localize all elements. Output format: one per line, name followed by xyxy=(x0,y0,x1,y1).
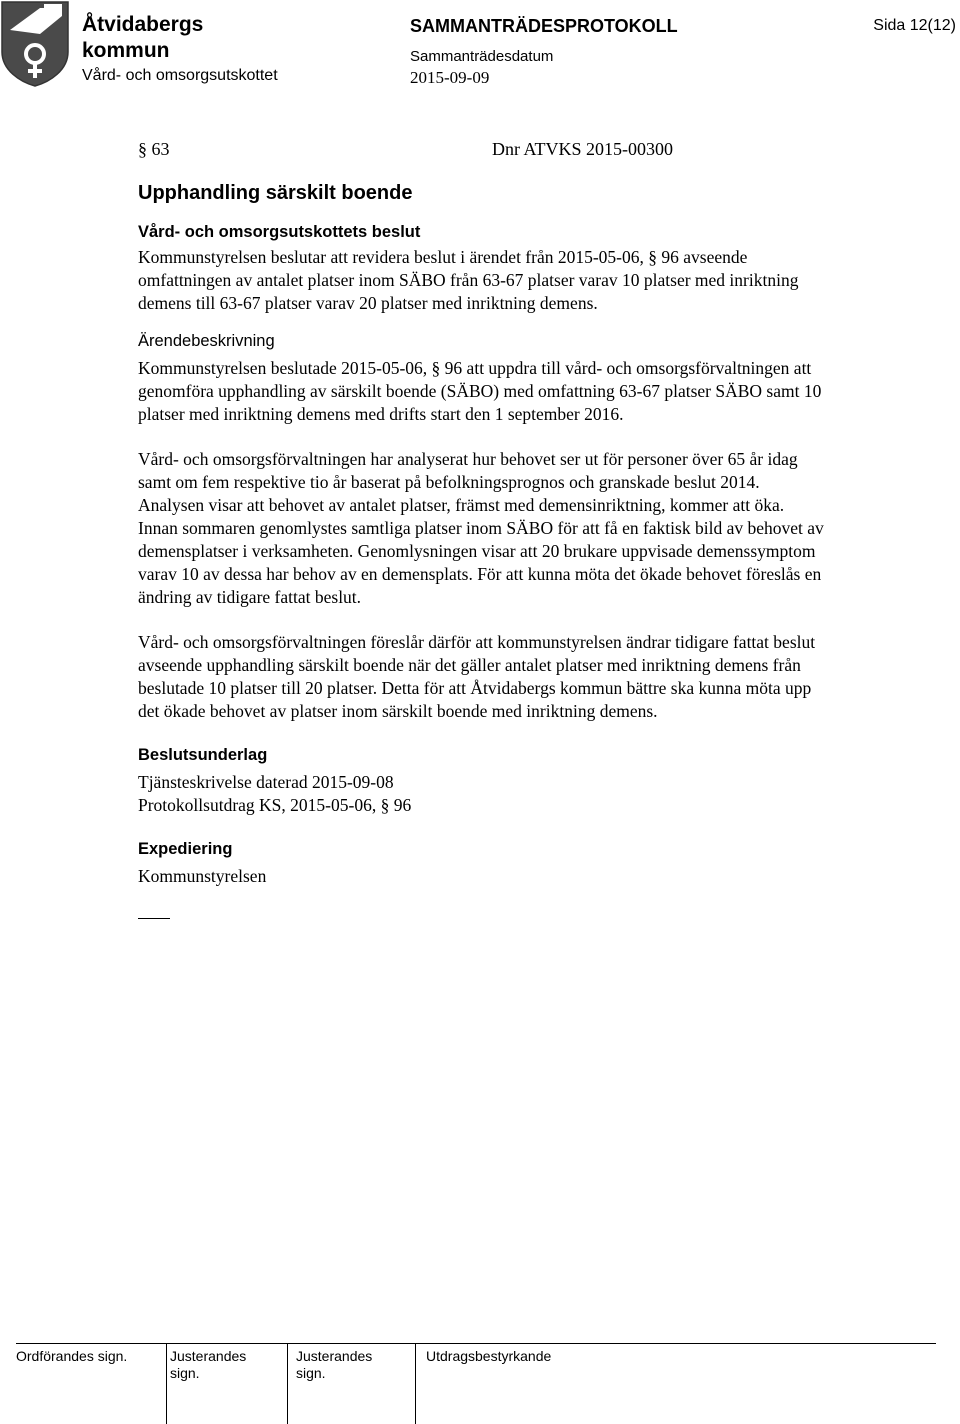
document-body xyxy=(138,136,828,919)
dnr-reference: Dnr ATVKS 2015-00300 xyxy=(492,139,674,159)
section-header xyxy=(138,136,828,162)
certification-cell xyxy=(416,1344,716,1424)
document-title: SAMMANTRÄDESPROTOKOLL xyxy=(410,16,678,36)
committee-name: Vård- och omsorgsutskottet xyxy=(82,67,278,84)
basis-item-2: Protokollsutdrag KS, 2015-05-06, § 96 xyxy=(138,795,412,815)
meeting-date-label: Sammanträdesdatum xyxy=(410,48,554,65)
org-name-line1: Åtvidabergs xyxy=(82,13,204,36)
dispatch-item-1: Kommunstyrelsen xyxy=(138,866,267,886)
dispatch-heading: Expediering xyxy=(138,840,233,858)
coat-of-arms-icon xyxy=(0,0,70,88)
section-number: § 63 xyxy=(138,139,170,159)
decision-heading: Vård- och omsorgsutskottets beslut xyxy=(138,223,421,241)
description-heading: Ärendebeskrivning xyxy=(138,332,275,350)
end-divider xyxy=(138,918,170,919)
chair-signature-cell xyxy=(16,1344,167,1424)
page-number: Sida 12(12) xyxy=(873,17,956,34)
signature-table xyxy=(16,1343,936,1424)
adjuster-signature-label: Justerandes xyxy=(170,1348,247,1364)
description-paragraph-3: Vård- och omsorgsförvaltningen föreslår därför att kommunstyrelsen ändrar tidigare fattat beslut avseende upphandling särskilt boende när det gäller antalet platser med inriktning demens från beslutade 10 platser till 20 platser. Detta för att Åtvidabergs kommun bättre ska kunna möta upp det ökade behovet av platser inom särskilt boende med inriktning demens. xyxy=(138,632,816,721)
adjuster-signature-label: Justerandes xyxy=(296,1348,373,1364)
description-paragraph-1: Kommunstyrelsen beslutade 2015-05-06, § 96 att uppdra till vård- och omsorgsförvaltningen att genomföra upphandling av särskilt boende (SÄBO) med omfattning 63-67 platser SÄBO samt 10 platser med inriktning demens med drifts start den 1 september 2016. xyxy=(138,358,822,424)
adjuster-signature-sublabel: sign. xyxy=(170,1365,200,1381)
basis-heading: Beslutsunderlag xyxy=(138,746,268,764)
adjuster-signature-sublabel: sign. xyxy=(296,1365,326,1381)
basis-item-1: Tjänsteskrivelse daterad 2015-09-08 xyxy=(138,772,394,792)
adjuster-signature-cell-2 xyxy=(288,1344,416,1424)
chair-signature-label: Ordförandes sign. xyxy=(16,1348,128,1364)
org-name-line2: kommun xyxy=(82,39,170,62)
adjuster-signature-cell-1 xyxy=(166,1344,288,1424)
meeting-date: 2015-09-09 xyxy=(410,68,490,87)
description-paragraph-2: Vård- och omsorgsförvaltningen har analyserat hur behovet ser ut för personer över 65 år idag samt om fem respektive tio år baserat på befolkningsprognos och granskade beslut 2014. Analysen visar att behovet av antalet platser, främst med demensinriktning, kommer att öka. Innan sommaren genomlystes samtliga platser inom SÄBO för att få en faktisk bild av behovet av demensplatser i verksamheten. Genomlysningen visar att 20 brukare uppvisade demenssymptom varav 10 av dessa har behov av en demensplats. För att kunna möta det ökade behovet föreslås en ändring av tidigare fattat beslut. xyxy=(138,449,824,607)
section-title: Upphandling särskilt boende xyxy=(138,182,413,204)
certification-label: Utdragsbestyrkande xyxy=(426,1348,552,1364)
decision-text: Kommunstyrelsen beslutar att revidera beslut i ärendet från 2015-05-06, § 96 avseende omfattningen av antalet platser inom SÄBO från 63-67 platser varav 10 platser med inriktning demens till 63-67 platser varav 20 platser med inriktning demens. xyxy=(138,247,799,313)
